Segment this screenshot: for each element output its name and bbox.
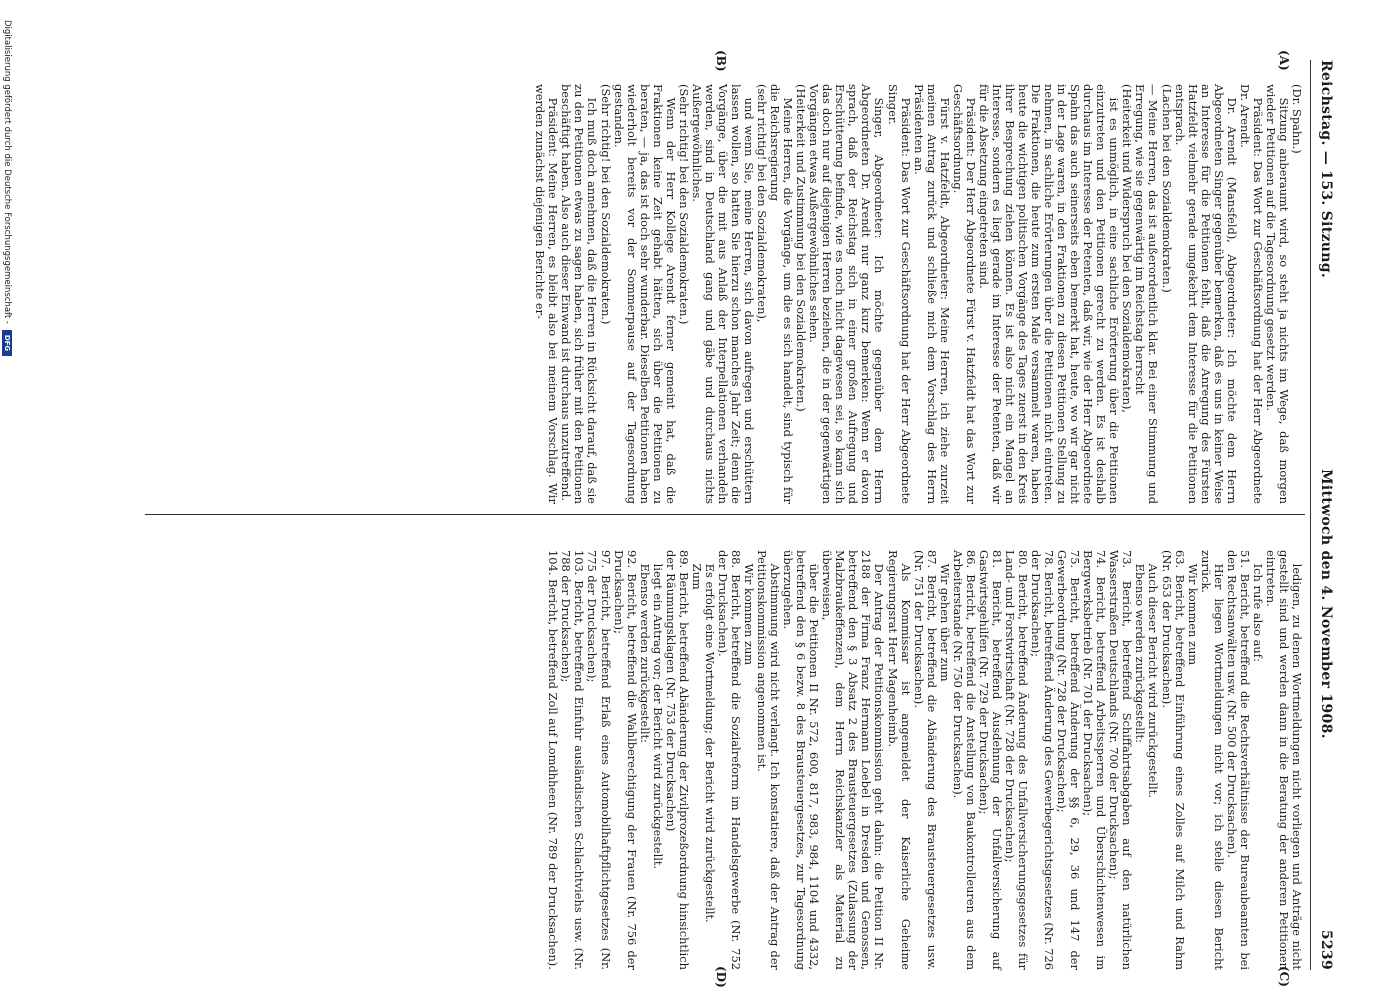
- right-column-paragraph: Zum: [689, 563, 704, 590]
- left-column-paragraph: (Heiterkeit und Widerspruch bei den Sozialdemokraten),: [1120, 84, 1135, 414]
- right-column-paragraph: 104. Bericht, betreffend Zoll auf Lomdhheen (Nr. 789 der Drucksachen).: [546, 550, 561, 970]
- right-column-paragraph: 87. Bericht, betreffend die Abänderung des Brausteuergesetzes usw. (Nr. 751 der Drucksachen).: [911, 550, 939, 970]
- right-column-paragraph: Wir gehen über zum: [937, 563, 952, 682]
- right-column-paragraph: Hier liegen Wortmeldungen nicht vor; ich stelle diesen Bericht zurück.: [1198, 550, 1226, 970]
- left-column-paragraph: Fürst v. Hatzfeldt, Abgeordneter: Meine Herren, ich ziehe zurzeit meinen Antrag zurück und schließe mich dem Vorschlag des Herrn Präsidenten an.: [911, 84, 952, 504]
- right-column-paragraph: Als Kommissar ist angemeldet der Kaiserliche Geheime Regierungsrat Herr Magenheimb.: [885, 550, 913, 970]
- right-column-paragraph: Wir kommen zum: [1185, 563, 1200, 666]
- left-column-paragraph: Dr. Arendt (Mansfeld), Abgeordneter: Ich möchte dem Herrn Abgeordneten Singer gegenüber bemerken, daß es uns in keiner Weise an Interesse für die Petitionen fehlt, daß die Anregung des Fürsten Hatzfeldt vielmehr gerade umgekehrt dem Interesse für die Petitionen entsprach.: [1172, 84, 1239, 504]
- left-column-paragraph: (Heiterkeit und Zustimmung bei den Sozialdemokraten.): [794, 84, 809, 412]
- right-column-paragraph: 89. Bericht, betreffend Abänderung der Zivilprozeßordnung hinsichtlich der Räumungsklagen (Nr. 753 der Drucksachen): [663, 550, 691, 970]
- right-column-paragraph: Auch dieser Bericht wird zurückgestellt.: [1146, 563, 1161, 798]
- header-date: Mittwoch den 4. November 1908.: [1318, 469, 1334, 739]
- left-column-paragraph: (Lachen bei den Sozialdemokraten.): [1159, 84, 1174, 293]
- right-column-paragraph: Der Antrag der Petitionskommission geht dahin: die Petition II Nr. 2188 der Firma Franz Hermann Loebel in Dresden und Genossen, betreffend den § 3 Absatz 2 des Brausteuergesetzes (Zulassung der Malzbraukeffenzen), dem Herrn Reichskanzler als Material zu überweisen,: [820, 550, 887, 970]
- margin-letter-a: (A): [1277, 50, 1291, 71]
- right-column-paragraph: Ebenso werden zurückgestellt:: [1133, 563, 1148, 743]
- left-column-paragraph: Präsident: Meine Herren, es bleibt also bei meinem Vorschlag. Wir werden zunächst diejenigen Berichte er-: [533, 84, 561, 504]
- column-divider: [145, 514, 1305, 515]
- left-column-paragraph: Wenn der Herr Kollege Arendt ferner gemeint hat, daß die Fraktionen keine Zeit gehabt hätten, sich über die Petitionen zu beraten, — ja, das ist doch sehr wunderbar. Dieselben Petitionen haben wiederholt bereits vor der Sommerpause auf der Tagesordnung gestanden.: [611, 84, 678, 504]
- right-column: [546, 550, 1303, 970]
- left-column-paragraph: (sehr richtig! bei den Sozialdemokraten),: [755, 84, 770, 323]
- right-column-paragraph: 81. Bericht, betreffend Ausdehnung der Unfallversicherung auf Gastwirtsgehilfen (Nr. 729 der Drucksachen);: [976, 550, 1004, 970]
- left-column-paragraph: Präsident: Das Wort zur Geschäftsordnung hat der Herr Abgeordnete Dr. Arendt.: [1237, 84, 1265, 504]
- left-column-paragraph: (Dr. Spahn.): [1290, 84, 1304, 154]
- digitization-footer: [1, 20, 13, 980]
- right-column-paragraph: über die Petitionen II Nr. 572, 600, 817, 983, 984, 1104 und 4332, betreffend den § 6 bezw. 8 des Brausteuergesetzes, zur Tagesordnung überzugehen.: [781, 550, 822, 970]
- right-column-paragraph: 63. Bericht, betreffend Einführung eines Zolles auf Milch und Rahm (Nr. 653 der Drucksachen).: [1159, 550, 1187, 970]
- margin-letter-d: (D): [714, 966, 728, 988]
- left-column-paragraph: und wenn Sie, meine Herren, sich davon aufregen und erschüttern lassen wollen, so hatten Sie hierzu schon manches Jahr Zeit; denn die Vorgänge, über die mit aus Anlaß der Interpellationen verhandeln werden, sind in Deutschland gang und gäbe und durchaus nichts Außergewöhnliches.: [689, 84, 757, 504]
- right-column-paragraph: 92. Bericht, betreffend die Wahlberechtigung der Frauen (Nr. 756 der Drucksachen);: [611, 550, 639, 970]
- left-column-paragraph: Ich muß doch annehmen, daß die Herren in Rücksicht darauf, daß sie zu den Petitionen etwas zu sagen haben, sich früher mit den Petitionen beschäftigt haben. Also auch dieser Einwand ist durchaus unzutreffend.: [559, 84, 600, 504]
- right-column-paragraph: 74. Bericht, betreffend Arbeitssperren und Überschichtenwesen im Bergwerksbetrieb (Nr. 701 der Drucksachen);: [1081, 550, 1109, 970]
- footer-note: Digitalisierung gefördert durch die Deutsche Forschungsgemeinschaft -: [2, 20, 12, 324]
- left-column: [533, 84, 1303, 504]
- left-column-paragraph: — Meine Herren, das ist außerordentlich klar. Bei einer Stimmung und Erregung, wie sie gegenwärtig im Reichstag herrscht: [1133, 84, 1161, 504]
- left-column-paragraph: (Sehr richtig! bei den Sozialdemokraten.): [598, 84, 613, 325]
- right-column-paragraph: Es erfolgt eine Wortmeldung; der Bericht wird zurückgestellt.: [702, 563, 717, 923]
- right-column-paragraph: Ich rufe also auf:: [1250, 563, 1265, 662]
- header-left: Reichstag. — 153. Sitzung.: [1318, 60, 1334, 279]
- header-rule: [1310, 60, 1311, 970]
- left-column-paragraph: Meine Herren, die Vorgänge, um die es sich handelt, sind typisch für die Reichsregierung: [768, 84, 796, 504]
- left-column-paragraph: Sitzung anberaumt wird, so steht ja nichts im Wege, daß morgen wieder Petitionen auf die Tagesordnung gesetzt werden.: [1263, 84, 1291, 504]
- right-column-paragraph: 51. Bericht, betreffend die Rechtsverhältnisse der Bureaubeamten bei den Rechtsanwälten usw. (Nr. 500 der Drucksachen).: [1224, 550, 1252, 970]
- right-column-paragraph: 86. Bericht, betreffend die Anstellung von Baukontrolleuren aus dem Arbeiterstande (Nr. 750 der Drucksachen).: [950, 550, 978, 970]
- right-column-paragraph: 97. Bericht, betreffend Erlaß eines Automobilhaftpflichtgesetzes (Nr. 775 der Drucksachen);: [585, 550, 613, 970]
- left-column-paragraph: ist es unmöglich, in eine sachliche Erörterung über die Petitionen einzutreten und den Petitionen gerecht zu werden. Es ist deshalb durchaus im Interesse der Petenten, daß wir, wie der Herr Abgeordnete Spahn das auch seinerseits eben bemerkt hat, heute, wo wir gar nicht in der Lage waren, in den Fraktionen zu diesen Petitionen Stellung zu nehmen, in sachliche Erörterungen über die Petitionen nicht eintreten. Die Fraktionen, die heute zum ersten Male versammelt waren, haben heute die wichtigen politischen Vorgänge des Tages zuerst in den Kreis ihrer Besprechung ziehen können. Es ist also nicht ein Mangel an Interesse, sondern es liegt gerade im Interesse der Petenten, daß wir für die Absetzung eingetreten sind.: [976, 84, 1122, 504]
- page-header: [1314, 60, 1338, 970]
- left-column-paragraph: Präsident: Das Wort zur Geschäftsordnung hat der Herr Abgeordnete Singer.: [885, 84, 913, 504]
- right-column-paragraph: Abstimmung wird nicht verlangt. Ich konstatiere, daß der Antrag der Petitionskommission angenommen ist.: [755, 550, 783, 970]
- left-column-paragraph: (Sehr richtig! bei den Sozialdemokraten.): [676, 84, 691, 325]
- left-column-paragraph: Präsident: Der Herr Abgeordnete Fürst v. Hatzfeldt hat das Wort zur Geschäftsordnung.: [950, 84, 978, 504]
- dfg-logo: DFG: [2, 330, 12, 356]
- right-column-paragraph: 80. Bericht, betreffend Änderung des Unfallversicherungsgesetzes für Land- und Forstwirtschaft (Nr. 728 der Drucksachen);: [1002, 550, 1031, 970]
- left-column-paragraph: Singer, Abgeordneter: Ich möchte gegenüber dem Herrn Abgeordneten Dr. Arendt nur ganz kurz bemerken: Wenn er davon sprach, daß der Reichstag sich in einer großen Aufregung und Erschütterung befinde, wie es noch nicht dagewesen sei, so kann sich das doch nur auf diejenigen Herren beziehen, die in der gegenwärtigen Vorgängen etwas Außergewöhnliches sehen.: [807, 84, 887, 504]
- right-column-paragraph: 88. Bericht, betreffend die Sozialreform im Handelsgewerbe (Nr. 752 der Drucksachen).: [715, 550, 743, 970]
- right-column-paragraph: Ebenso werden zurückgestellt:: [637, 563, 652, 743]
- right-column-paragraph: Wir kommen zum: [742, 563, 757, 666]
- right-column-paragraph: 73. Bericht, betreffend Schiffahrtsabgaben auf den natürlichen Wasserstraßen Deutschlands (Nr. 700 der Drucksachen);: [1107, 550, 1135, 970]
- page-number: 5239: [1318, 929, 1334, 970]
- right-column-paragraph: 78. Bericht, betreffend Änderung des Gewerbegerichtsgesetzes (Nr. 726 der Drucksachen);: [1029, 550, 1057, 970]
- right-column-paragraph: 103. Bericht, betreffend Einfuhr ausländischen Schlachtviehs usw. (Nr. 788 der Drucksachen);: [559, 550, 587, 970]
- right-column-paragraph: 75. Bericht, betreffend Änderung der §§ 6, 29, 36 und 147 der Gewerbeordnung (Nr. 728 der Drucksachen);: [1055, 550, 1083, 970]
- right-column-paragraph: liegt ein Antrag vor; der Bericht wird zurückgestellt.: [650, 563, 665, 870]
- margin-letter-b: (B): [714, 50, 728, 72]
- margin-letter-c: (C): [1277, 966, 1291, 987]
- right-column-paragraph: ledigen, zu denen Wortmeldungen nicht vorliegen und Anträge nicht gestellt sind und werden dann in die Beratung der anderen Petitionen eintreten.: [1263, 550, 1304, 970]
